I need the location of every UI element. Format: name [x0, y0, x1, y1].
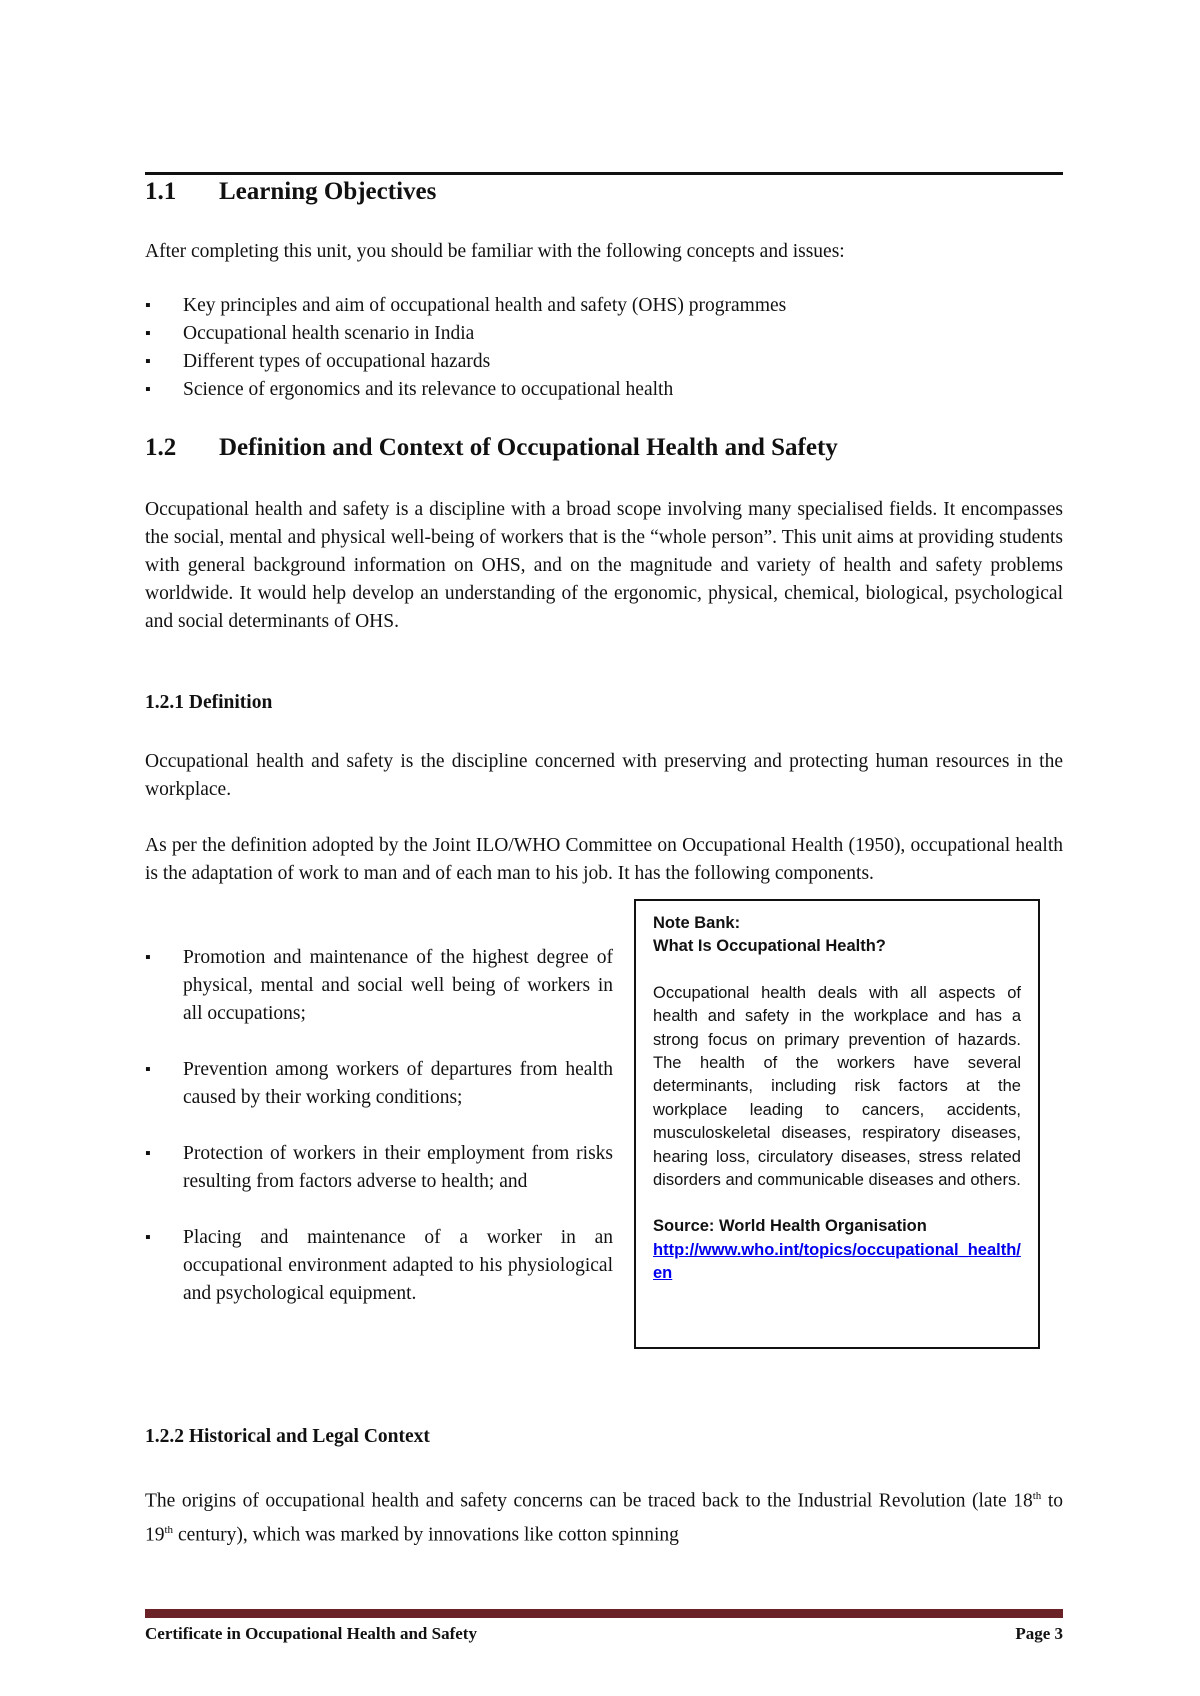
- header-rule: [145, 172, 1063, 175]
- components-list: [145, 944, 613, 1336]
- list-item: ▪ Science of ergonomics and its relevance to occupational health: [145, 376, 786, 404]
- list-item: ▪ Placing and maintenance of a worker in an occupational environment adapted to his physiological and psychological equipment.: [145, 1224, 613, 1308]
- note-bank-title: What Is Occupational Health?: [653, 937, 886, 956]
- note-bank-label: Note Bank:: [653, 914, 741, 932]
- section-title: Learning Objectives: [219, 178, 437, 205]
- section-heading-1-1: [145, 178, 436, 206]
- list-item: ▪ Key principles and aim of occupational health and safety (OHS) programmes: [145, 292, 786, 320]
- note-bank-body: Occupational health deals with all aspects of health and safety in the workplace and has a strong focus on primary prevention of hazards. The health of the workers have several determinants, including risk factors at the workplace leading to cancers, accidents, musculoskeletal diseases, respiratory diseases, hearing loss, circulatory diseases, stress related disorders and communicable diseases and others.: [653, 983, 1021, 1190]
- ohs-intro-paragraph: Occupational health and safety is a discipline with a broad scope involving many specialised fields. It encompasses the social, mental and physical well-being of workers that is the “whole person”. This unit aims at providing students with general background information on OHS, and on the magnitude and variety of health and safety problems worldwide. It would help develop an understanding of the ergonomic, physical, chemical, biological, psychological and social determinants of OHS.: [145, 499, 1063, 632]
- page-number: Page 3: [1015, 1624, 1063, 1643]
- historical-paragraph: [145, 1482, 1063, 1549]
- list-item: ▪ Different types of occupational hazards: [145, 348, 786, 376]
- footer-rule: [145, 1609, 1063, 1618]
- who-link[interactable]: http://www.who.int/topics/occupational_health/en: [653, 1240, 1021, 1283]
- list-item: ▪ Prevention among workers of departures from health caused by their working conditions;: [145, 1056, 613, 1112]
- note-bank-source: Source: World Health Organisation: [653, 1217, 927, 1236]
- definition-paragraph: Occupational health and safety is the discipline concerned with preserving and protecting human resources in the workplace.: [145, 751, 1063, 800]
- list-item: ▪ Occupational health scenario in India: [145, 320, 786, 348]
- footer-course-title: Certificate in Occupational Health and Safety: [145, 1624, 477, 1643]
- list-item: ▪ Protection of workers in their employment from risks resulting from factors adverse to health; and: [145, 1140, 613, 1196]
- text-run: to 19: [145, 1490, 1063, 1545]
- subsection-heading-definition: 1.2.1 Definition: [145, 692, 273, 713]
- ilo-who-paragraph: As per the definition adopted by the Joint ILO/WHO Committee on Occupational Health (1950), occupational health is the adaptation of work to man and of each man to his job. It has the following components.: [145, 835, 1063, 884]
- objectives-intro: After completing this unit, you should be familiar with the following concepts and issues:: [145, 241, 845, 262]
- section-number: 1.1: [145, 178, 177, 205]
- subsection-heading-historical: 1.2.2 Historical and Legal Context: [145, 1426, 430, 1447]
- section-title: Definition and Context of Occupational Health and Safety: [219, 434, 838, 461]
- note-bank-box: [634, 899, 1040, 1349]
- list-item: ▪ Promotion and maintenance of the highest degree of physical, mental and social well being of workers in all occupations;: [145, 944, 613, 1028]
- objectives-list: [145, 292, 786, 404]
- superscript: th: [1032, 1490, 1042, 1502]
- text-run: century), which was marked by innovations like cotton spinning: [173, 1524, 679, 1545]
- section-number: 1.2: [145, 434, 177, 461]
- text-run: The origins of occupational health and safety concerns can be traced back to the Industrial Revolution (late 18: [145, 1490, 1033, 1512]
- section-heading-1-2: [145, 434, 838, 462]
- superscript: th: [164, 1523, 174, 1536]
